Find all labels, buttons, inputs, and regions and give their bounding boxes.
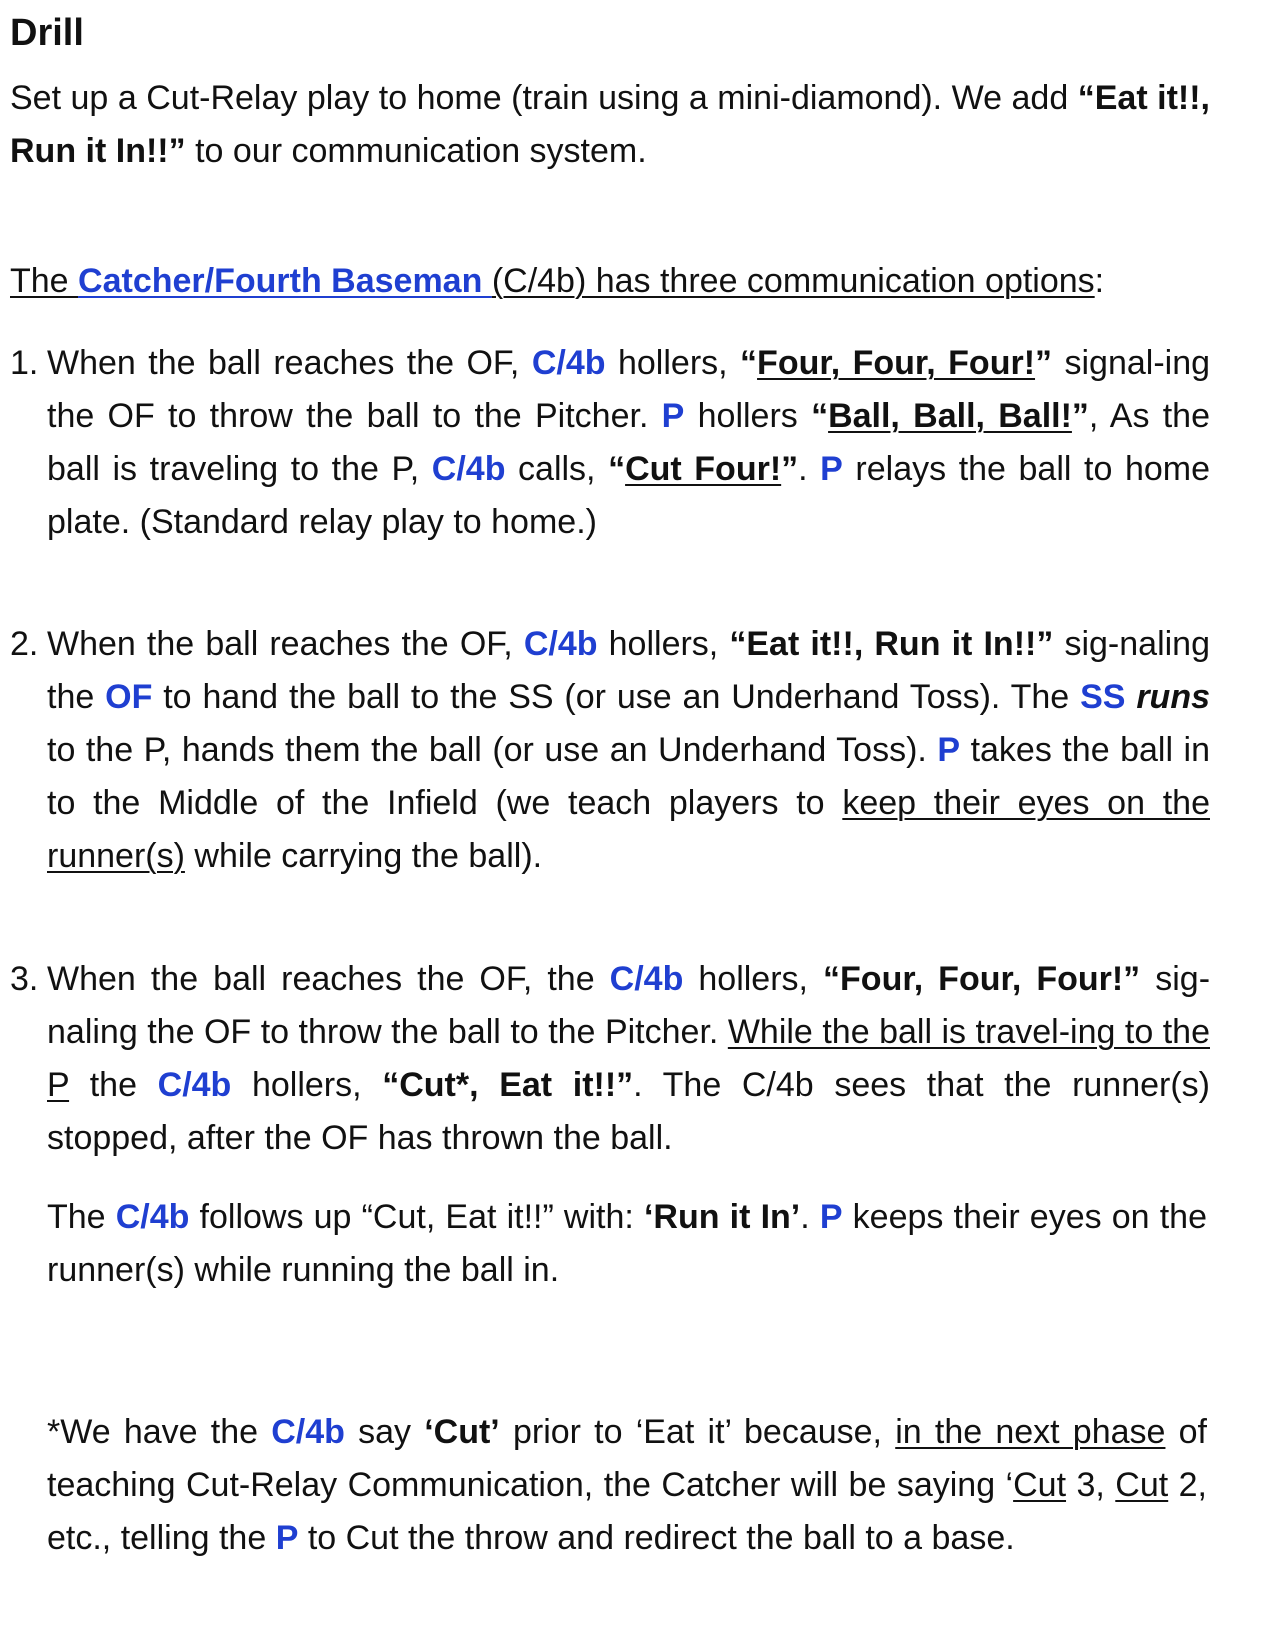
option-item-2-text — [47, 618, 1210, 883]
underlined-eyes-on-runners: keep their eyes on the runner(s) — [47, 784, 1210, 875]
intro-text: Set up a Cut-Relay play to home (train using a mini-diamond). We add — [10, 79, 1078, 117]
option-item-2 — [10, 618, 1210, 883]
text-run: The — [47, 1198, 116, 1236]
quote-mark: ” — [781, 450, 799, 488]
text-run: , As the ball is traveling to the P, — [47, 397, 1210, 488]
text-run: 3, — [1066, 1466, 1116, 1504]
text-run: calls, — [505, 450, 609, 488]
text-run: . The C/4b sees that the runner(s) stopped, after the OF has thrown the ball. — [47, 1066, 1210, 1157]
footnote-paragraph — [47, 1406, 1207, 1565]
intro-text-end: to our communication system. — [185, 132, 647, 170]
text-run: to hand the ball to the SS (or use an Underhand Toss). The — [152, 678, 1081, 716]
text-run: When the ball reaches the OF, the — [47, 960, 610, 998]
followup-paragraph — [47, 1191, 1207, 1297]
call-eat-it-run-it-in: “Eat it!!, Run it In!!” — [729, 625, 1054, 663]
call-four-four-four: Four, Four, Four! — [757, 344, 1036, 382]
underlined-cut: Cut — [1115, 1466, 1169, 1504]
text-run: hollers — [684, 397, 812, 435]
text-run: hollers, — [605, 344, 741, 382]
text-run: while carrying the ball). — [184, 837, 543, 875]
option-number: 3. — [10, 960, 39, 998]
role-p: P — [819, 1198, 843, 1236]
quote-mark: ” — [1071, 397, 1089, 435]
text-run: relays the ball to home plate. (Standard relay play to home.) — [47, 450, 1210, 541]
option-item-1-text — [47, 337, 1210, 549]
text-run: prior to ‘Eat it’ because, — [499, 1413, 896, 1451]
text-run: takes the ball in to the Middle of the Infield (we teach players to — [47, 731, 1211, 822]
options-heading-text: (C/4b) has three communication options — [491, 262, 1095, 300]
text-run: When the ball reaches the OF, — [47, 344, 532, 382]
text-run: the — [69, 1066, 158, 1104]
role-c4b: C/4b — [531, 344, 606, 382]
quote-mark: “ — [811, 397, 829, 435]
text-run: *We have the — [47, 1413, 272, 1451]
option-number: 2. — [10, 625, 39, 663]
underlined-cut: Cut — [1013, 1466, 1067, 1504]
text-run: follows up “Cut, Eat it!!” with: — [189, 1198, 644, 1236]
text-run: When the ball reaches the OF, — [47, 625, 524, 663]
options-heading — [10, 255, 1210, 308]
text-run: . — [798, 450, 821, 488]
text-run: hollers, — [231, 1066, 383, 1104]
role-p: P — [661, 397, 685, 435]
text-run: keeps their eyes on the runner(s) while running the ball in. — [47, 1198, 1207, 1289]
role-c4b: C/4b — [157, 1066, 232, 1104]
underlined-while-traveling: While the ball is travel-ing to the P — [47, 1013, 1210, 1104]
role-p: P — [820, 450, 843, 488]
text-run: . — [800, 1198, 820, 1236]
call-ball-ball-ball: Ball, Ball, Ball! — [828, 397, 1072, 435]
text-run: 2, etc., telling the — [47, 1466, 1208, 1557]
call-cut-eat-it: “Cut*, Eat it!!” — [382, 1066, 634, 1104]
text-run: hollers, — [683, 960, 824, 998]
text-run: signal-ing the OF to throw the ball to the Pitcher. — [47, 344, 1211, 435]
role-p: P — [937, 731, 961, 769]
role-c4b: C/4b — [271, 1413, 345, 1451]
options-heading-prefix: The — [10, 262, 79, 300]
role-c4b: C/4b — [115, 1198, 190, 1236]
call-cut-four: Cut Four! — [625, 450, 782, 488]
intro-paragraph — [10, 72, 1210, 178]
underlined-next-phase: in the next phase — [895, 1413, 1166, 1451]
quote-mark: “ — [608, 450, 626, 488]
text-run: sig-naling the — [47, 625, 1210, 716]
text-run: sig-naling the OF to throw the ball to the Pitcher. — [47, 960, 1211, 1051]
option-number: 1. — [10, 344, 39, 382]
eat-it-run-it-in-phrase: “Eat it!!, Run it In!!” — [10, 79, 1210, 170]
text-run — [1125, 678, 1136, 716]
emphasis-runs: runs — [1136, 678, 1211, 716]
catcher-fourth-baseman-term: Catcher/Fourth Baseman — [78, 262, 492, 300]
options-heading-colon: : — [1094, 262, 1105, 300]
role-of: OF — [105, 678, 153, 716]
role-c4b: C/4b — [609, 960, 684, 998]
call-four-four-four: “Four, Four, Four!” — [823, 960, 1141, 998]
role-ss: SS — [1080, 678, 1126, 716]
option-item-3-text — [47, 953, 1210, 1165]
quote-mark: “ — [740, 344, 758, 382]
role-c4b: C/4b — [523, 625, 598, 663]
option-item-1 — [10, 337, 1210, 549]
text-run: of teaching Cut-Relay Communication, the Catcher will be saying ‘ — [47, 1413, 1208, 1504]
call-run-it-in: ‘Run it In’ — [643, 1198, 801, 1236]
text-run: hollers, — [597, 625, 730, 663]
option-item-3 — [10, 953, 1210, 1165]
page-title: Drill — [10, 12, 84, 54]
text-run: to the P, hands them the ball (or use an Underhand Toss). — [47, 731, 938, 769]
quote-mark: ” — [1035, 344, 1053, 382]
call-cut: ‘Cut’ — [424, 1413, 500, 1451]
role-c4b: C/4b — [431, 450, 506, 488]
text-run: say — [344, 1413, 425, 1451]
role-p: P — [275, 1519, 299, 1557]
text-run: to Cut the throw and redirect the ball to a base. — [298, 1519, 1015, 1557]
